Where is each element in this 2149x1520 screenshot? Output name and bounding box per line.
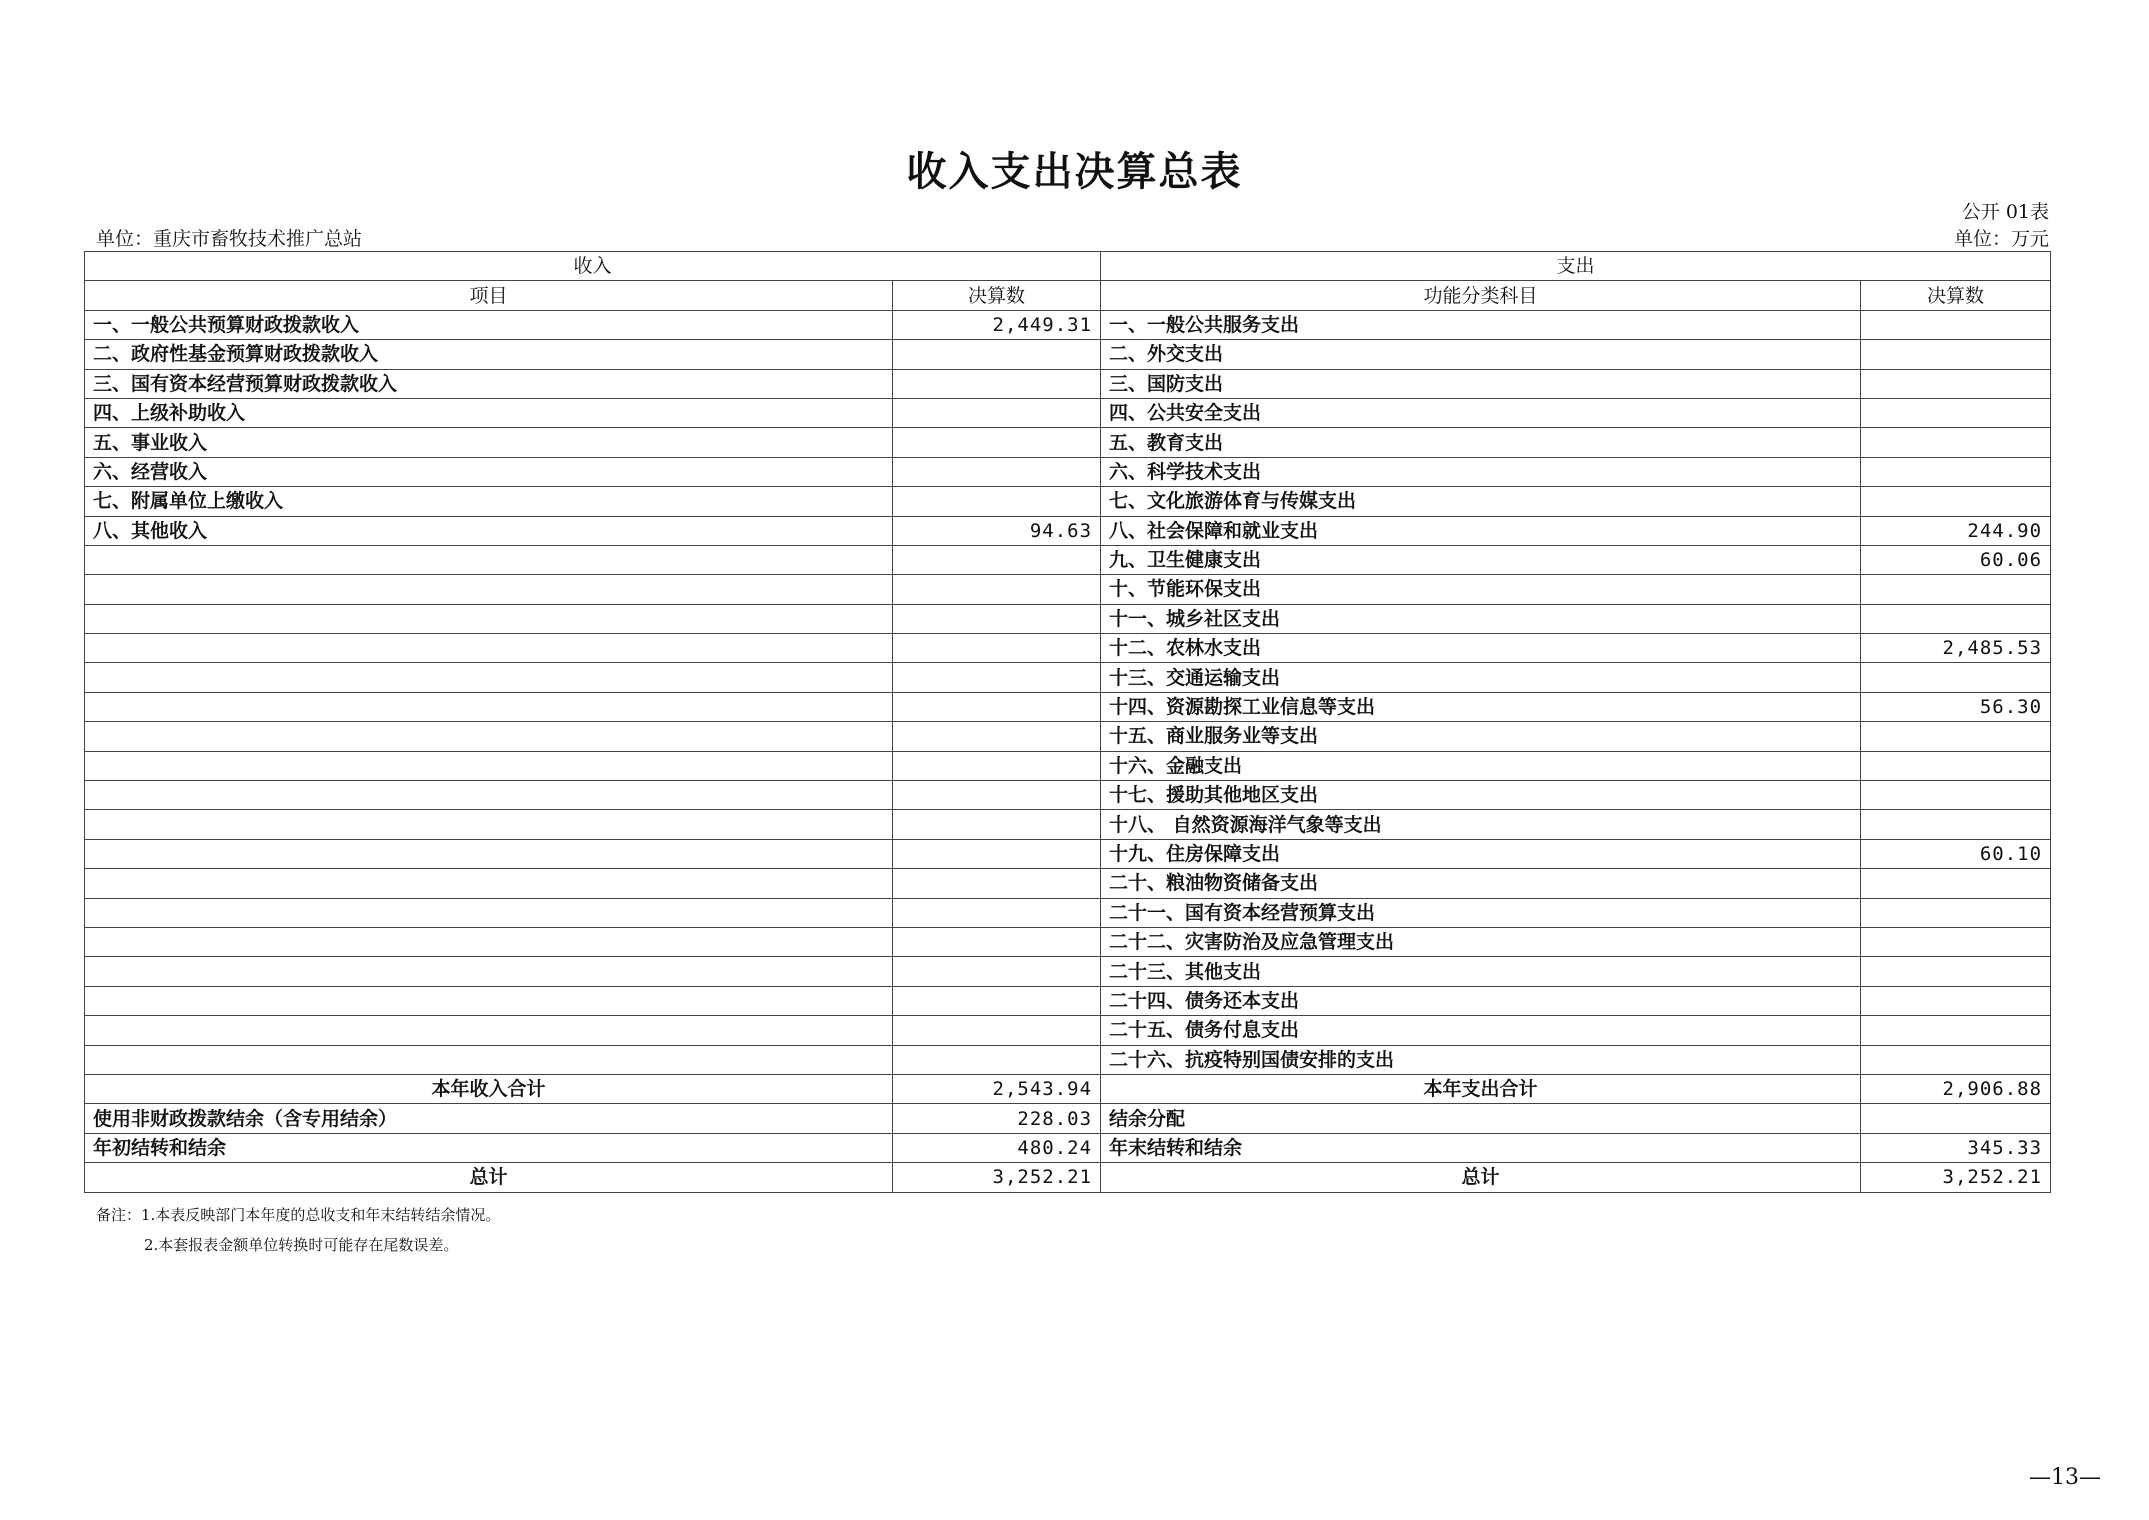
table-row [85,340,2051,369]
table-row [85,869,2051,898]
amount-header-left: 决算数 [893,281,1101,310]
income-item: 四、上级补助收入 [85,398,893,427]
income-amount [893,898,1101,927]
expense-item: 二十五、债务付息支出 [1101,1016,1861,1045]
income-item: 八、其他收入 [85,516,893,545]
category-header: 功能分类科目 [1101,281,1861,310]
table-row [85,634,2051,663]
income-amount [893,457,1101,486]
income-item [85,839,893,868]
table-row [85,575,2051,604]
expense-item: 二十二、灾害防治及应急管理支出 [1101,927,1861,956]
expense-item: 三、国防支出 [1101,369,1861,398]
expense-item: 八、社会保障和就业支出 [1101,516,1861,545]
income-amount: 2,449.31 [893,310,1101,339]
table-row [85,310,2051,339]
table-row [85,986,2051,1015]
income-item [85,692,893,721]
income-item [85,986,893,1015]
expense-item: 十三、交通运输支出 [1101,663,1861,692]
nonfiscal-row [85,1104,2051,1133]
alloc-value [1861,1104,2051,1133]
begin-label: 年初结转和结余 [85,1133,893,1162]
income-item [85,898,893,927]
income-amount [893,487,1101,516]
expense-item: 七、文化旅游体育与传媒支出 [1101,487,1861,516]
table-row [85,457,2051,486]
income-amount [893,634,1101,663]
note-1: 备注：1.本表反映部门本年度的总收支和年末结转结余情况。 [96,1206,501,1224]
column-header-row [85,281,2051,310]
unit-org: 单位：重庆市畜牧技术推广总站 [96,228,363,250]
expense-item: 十六、金融支出 [1101,751,1861,780]
form-code: 公开 01表 [1961,201,2049,223]
table-row [85,722,2051,751]
section-header-row [85,252,2051,281]
income-item [85,604,893,633]
expense-item: 二十、粮油物资储备支出 [1101,869,1861,898]
expense-amount [1861,575,2051,604]
income-amount [893,957,1101,986]
income-amount [893,986,1101,1015]
year-expense-label: 本年支出合计 [1101,1074,1861,1103]
expense-amount [1861,751,2051,780]
unit-currency: 单位：万元 [1953,228,2049,250]
expense-amount [1861,898,2051,927]
expense-item: 六、科学技术支出 [1101,457,1861,486]
expense-amount [1861,957,2051,986]
year-income-value: 2,543.94 [893,1074,1101,1103]
income-amount [893,340,1101,369]
income-item [85,781,893,810]
expense-amount [1861,663,2051,692]
expense-item: 十八、 自然资源海洋气象等支出 [1101,810,1861,839]
income-amount [893,692,1101,721]
table-row [85,604,2051,633]
expense-item: 五、教育支出 [1101,428,1861,457]
expense-amount [1861,398,2051,427]
income-amount [893,575,1101,604]
income-item: 二、政府性基金预算财政拨款收入 [85,340,893,369]
page-number: —13— [2029,1465,2101,1490]
income-amount [893,369,1101,398]
income-amount: 94.63 [893,516,1101,545]
income-item [85,927,893,956]
expense-item: 二十六、抗疫特别国债安排的支出 [1101,1045,1861,1074]
expense-item: 二十四、债务还本支出 [1101,986,1861,1015]
income-item [85,663,893,692]
income-item [85,1016,893,1045]
income-amount [893,545,1101,574]
expense-item: 十一、城乡社区支出 [1101,604,1861,633]
income-amount [893,663,1101,692]
income-item [85,545,893,574]
expense-amount [1861,369,2051,398]
income-amount [893,1045,1101,1074]
expense-item: 四、公共安全支出 [1101,398,1861,427]
income-amount [893,604,1101,633]
expense-item: 十七、援助其他地区支出 [1101,781,1861,810]
income-amount [893,927,1101,956]
income-expense-table [84,251,2051,1193]
table-row [85,751,2051,780]
expense-amount: 2,485.53 [1861,634,2051,663]
table-row [85,692,2051,721]
income-amount [893,398,1101,427]
income-amount [893,781,1101,810]
expense-amount [1861,869,2051,898]
expense-amount: 56.30 [1861,692,2051,721]
income-item: 一、一般公共预算财政拨款收入 [85,310,893,339]
expense-amount [1861,1016,2051,1045]
table-row [85,428,2051,457]
expense-item: 十五、商业服务业等支出 [1101,722,1861,751]
expense-amount [1861,604,2051,633]
expense-item: 二十一、国有资本经营预算支出 [1101,898,1861,927]
alloc-label: 结余分配 [1101,1104,1861,1133]
table-row [85,810,2051,839]
income-item: 三、国有资本经营预算财政拨款收入 [85,369,893,398]
item-header: 项目 [85,281,893,310]
income-item: 七、附属单位上缴收入 [85,487,893,516]
table-row [85,1016,2051,1045]
income-amount [893,869,1101,898]
nonfiscal-value: 228.03 [893,1104,1101,1133]
grand-value-left: 3,252.21 [893,1163,1101,1192]
expense-amount: 244.90 [1861,516,2051,545]
expense-amount: 60.10 [1861,839,2051,868]
table-row [85,781,2051,810]
table-row [85,369,2051,398]
income-item [85,810,893,839]
grand-label-left: 总计 [85,1163,893,1192]
income-amount [893,1016,1101,1045]
year-total-row [85,1074,2051,1103]
expense-amount [1861,781,2051,810]
income-amount [893,810,1101,839]
income-item [85,751,893,780]
table-row [85,839,2051,868]
expense-amount [1861,487,2051,516]
grand-total-row [85,1163,2051,1192]
expense-amount [1861,428,2051,457]
notes [96,1200,500,1260]
expense-header: 支出 [1101,252,2051,281]
expense-item: 二、外交支出 [1101,340,1861,369]
expense-amount [1861,310,2051,339]
page-title: 收入支出决算总表 [906,148,1243,195]
table-row [85,545,2051,574]
table-row [85,1045,2051,1074]
expense-amount [1861,340,2051,369]
expense-amount [1861,927,2051,956]
amount-header-right: 决算数 [1861,281,2051,310]
table-row [85,957,2051,986]
expense-amount [1861,986,2051,1015]
income-item [85,722,893,751]
income-amount [893,839,1101,868]
income-item [85,957,893,986]
expense-item: 十四、资源勘探工业信息等支出 [1101,692,1861,721]
year-income-label: 本年收入合计 [85,1074,893,1103]
end-value: 345.33 [1861,1133,2051,1162]
expense-item: 十九、住房保障支出 [1101,839,1861,868]
income-item: 六、经营收入 [85,457,893,486]
expense-item: 十、节能环保支出 [1101,575,1861,604]
table-row [85,516,2051,545]
note-2: 2.本套报表金额单位转换时可能存在尾数误差。 [144,1236,459,1254]
income-item [85,575,893,604]
expense-item: 二十三、其他支出 [1101,957,1861,986]
income-item [85,869,893,898]
income-amount [893,722,1101,751]
expense-amount [1861,457,2051,486]
income-item [85,1045,893,1074]
table-row [85,927,2051,956]
table-row [85,487,2051,516]
income-amount [893,428,1101,457]
income-item: 五、事业收入 [85,428,893,457]
expense-amount [1861,1045,2051,1074]
expense-item: 十二、农林水支出 [1101,634,1861,663]
expense-amount [1861,810,2051,839]
expense-item: 九、卫生健康支出 [1101,545,1861,574]
end-label: 年末结转和结余 [1101,1133,1861,1162]
grand-value-right: 3,252.21 [1861,1163,2051,1192]
income-header: 收入 [85,252,1101,281]
expense-amount: 60.06 [1861,545,2051,574]
table-row [85,398,2051,427]
grand-label-right: 总计 [1101,1163,1861,1192]
table-row [85,663,2051,692]
expense-item: 一、一般公共服务支出 [1101,310,1861,339]
table-row [85,898,2051,927]
begin-value: 480.24 [893,1133,1101,1162]
year-expense-value: 2,906.88 [1861,1074,2051,1103]
nonfiscal-label: 使用非财政拨款结余（含专用结余） [85,1104,893,1133]
carryover-row [85,1133,2051,1162]
income-item [85,634,893,663]
income-amount [893,751,1101,780]
expense-amount [1861,722,2051,751]
